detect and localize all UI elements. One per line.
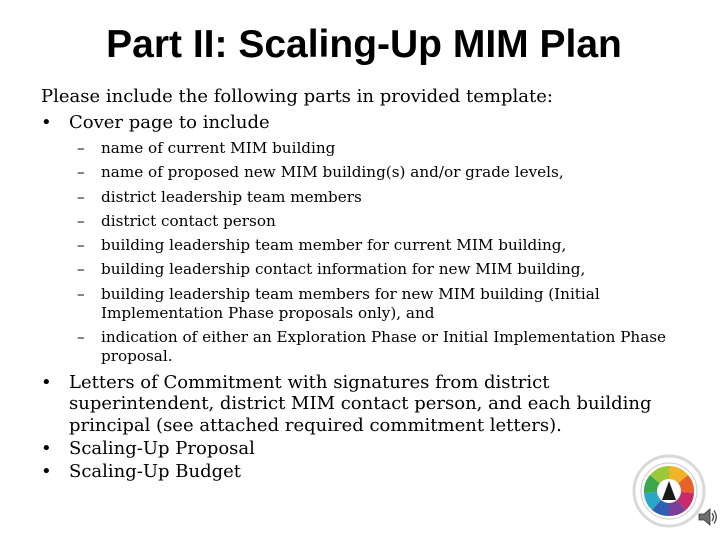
list-item-text: Scaling-Up Proposal (69, 437, 255, 459)
cover-page-sublist (77, 139, 697, 365)
list-item-text: building leadership team member for current MIM building, (101, 236, 567, 255)
cover-page-label: Cover page to include (69, 112, 270, 133)
list-item (77, 188, 697, 207)
list-item (77, 163, 697, 182)
speaker-icon[interactable] (697, 506, 719, 528)
list-item (41, 461, 691, 482)
list-item-text: name of proposed new MIM building(s) and/or grade levels, (101, 163, 564, 182)
list-item (41, 372, 691, 436)
slide-title: Part II: Scaling-Up MIM Plan (106, 23, 622, 66)
cover-page-bullet (41, 112, 270, 134)
list-item-text: building leadership contact information for new MIM building, (101, 260, 586, 279)
list-item (41, 438, 691, 459)
list-item-text: Scaling-Up Budget (69, 461, 242, 483)
dash-marker: – (77, 260, 85, 279)
dash-marker: – (77, 211, 85, 230)
list-item (77, 139, 697, 158)
bullet-marker: • (41, 461, 52, 483)
list-item (77, 328, 697, 366)
dash-marker: – (77, 284, 85, 303)
circular-logo-icon (632, 454, 706, 528)
dash-marker: – (77, 187, 85, 206)
intro-text: Please include the following parts in provided template: (41, 86, 553, 107)
list-item-text: indication of either an Exploration Phase or Initial Implementation Phase proposal. (101, 327, 667, 365)
list-item (77, 212, 697, 231)
list-item-text: district leadership team members (101, 187, 362, 206)
dash-marker: – (77, 327, 85, 346)
bullet-marker: • (41, 437, 52, 459)
bullet-marker: • (41, 112, 52, 133)
list-item (77, 285, 697, 323)
list-item (77, 236, 697, 255)
dash-marker: – (77, 236, 85, 255)
list-item-text: Letters of Commitment with signatures from district superintendent, district MIM contact person, and each building principal (see attached required commitment letters). (69, 372, 652, 436)
dash-marker: – (77, 163, 85, 182)
bullet-marker: • (41, 372, 52, 393)
main-bullet-list (41, 372, 691, 482)
dash-marker: – (77, 139, 85, 157)
list-item (77, 260, 697, 279)
list-item-text: district contact person (101, 211, 276, 230)
list-item-text: name of current MIM building (101, 139, 336, 157)
list-item-text: building leadership team members for new MIM building (Initial Implementation Phase proposals only), and (101, 284, 600, 322)
